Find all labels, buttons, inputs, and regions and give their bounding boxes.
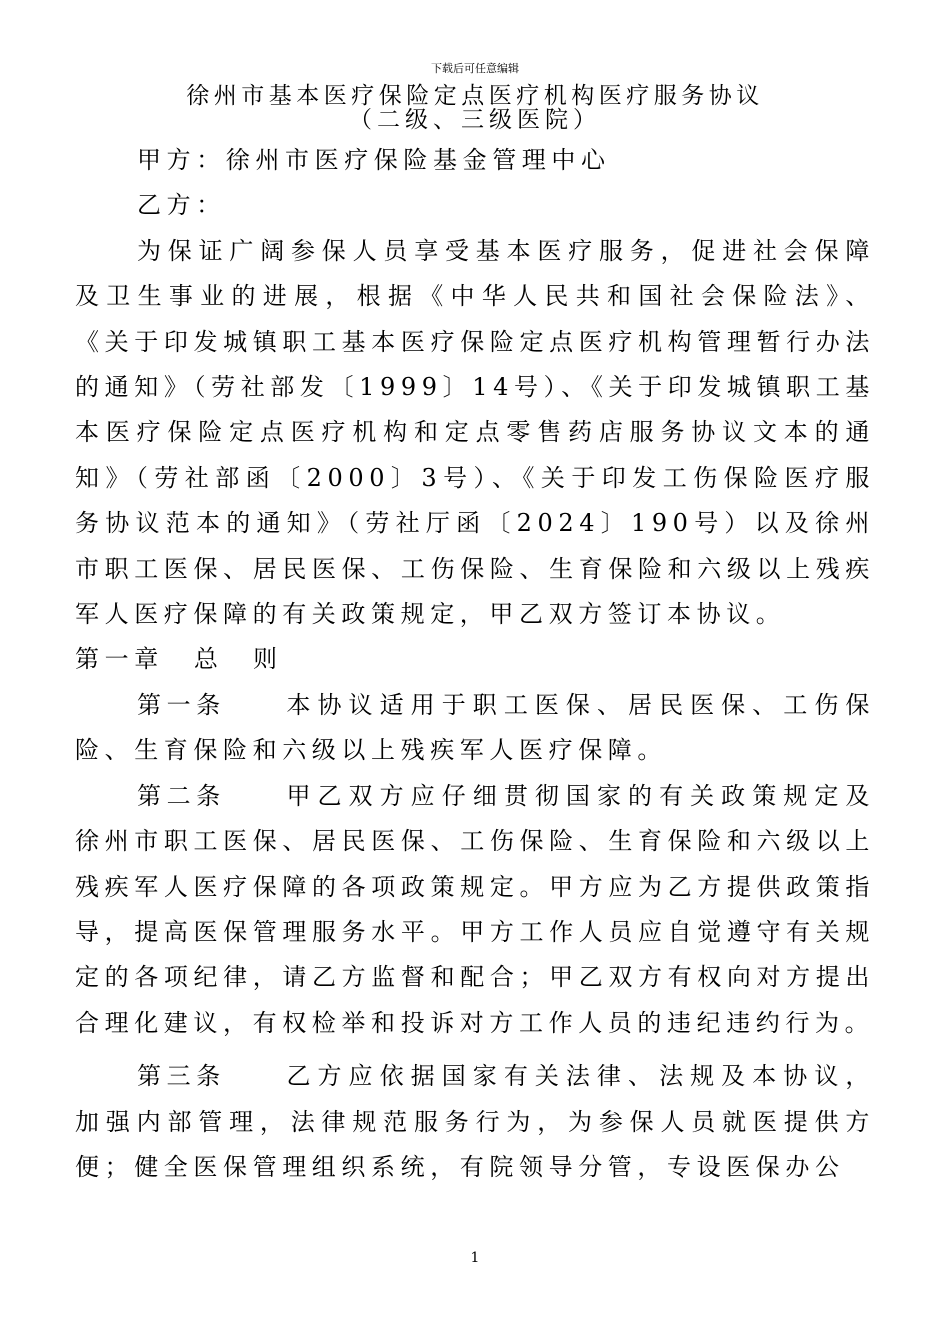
document-body (75, 138, 875, 1190)
party-b: 乙方： (137, 191, 226, 220)
article-paragraph (75, 774, 875, 1046)
article-number: 第二条 (137, 781, 226, 810)
chapter-heading (75, 637, 875, 682)
article-paragraph (75, 683, 875, 774)
article-text: 甲乙双方应仔细贯彻国家的有关政策规定及徐州市职工医保、居民医保、工伤保险、生育保险和六级以上残疾军人医疗保障的各项政策规定。甲方应为乙方提供政策指导，提高医保管理服务水平。甲方工作人员应自觉遵守有关规定的各项纪律，请乙方监督和配合；甲乙双方有权向对方提出合理化建议，有权检举和投诉对方工作人员的违纪违约行为。 (75, 781, 875, 1037)
chapter-name: 总 则 (193, 645, 283, 674)
article-text: 本协议适用于职工医保、居民医保、工伤保险、生育保险和六级以上残疾军人医疗保障。 (75, 690, 875, 765)
page-number: 1 (470, 1250, 480, 1266)
article-paragraph (75, 1054, 875, 1190)
document-subtitle: （二级、三级医院） (349, 107, 601, 133)
download-editable-note: 下载后可任意编辑 (431, 62, 519, 75)
preamble-paragraph: 为保证广阔参保人员享受基本医疗服务，促进社会保障及卫生事业的进展，根据《中华人民共和国社会保险法》、《关于印发城镇职工基本医疗保险定点医疗机构管理暂行办法的通知》（劳社部发〔1999〕14号）、《关于印发城镇职工基本医疗保险定点医疗机构和定点零售药店服务协议文本的通知》（劳社部函〔2000〕3号）、《关于印发工伤保险医疗服务协议范本的通知》（劳社厅函〔2024〕190号）以及徐州市职工医保、居民医保、工伤保险、生育保险和六级以上残疾军人医疗保障的有关政策规定，甲乙双方签订本协议。 (75, 236, 875, 629)
chapter-number: 第一章 (75, 645, 164, 674)
document-title: 徐州市基本医疗保险定点医疗机构医疗服务协议 (186, 83, 764, 109)
article-number: 第一条 (137, 690, 226, 719)
article-number: 第三条 (137, 1062, 226, 1091)
party-a: 甲方：徐州市医疗保险基金管理中心 (137, 146, 611, 174)
article-text: 乙方应依据国家有关法律、法规及本协议，加强内部管理，法律规范服务行为，为参保人员就医提供方便；健全医保管理组织系统，有院领导分管，专设医保办公 (75, 1062, 875, 1181)
